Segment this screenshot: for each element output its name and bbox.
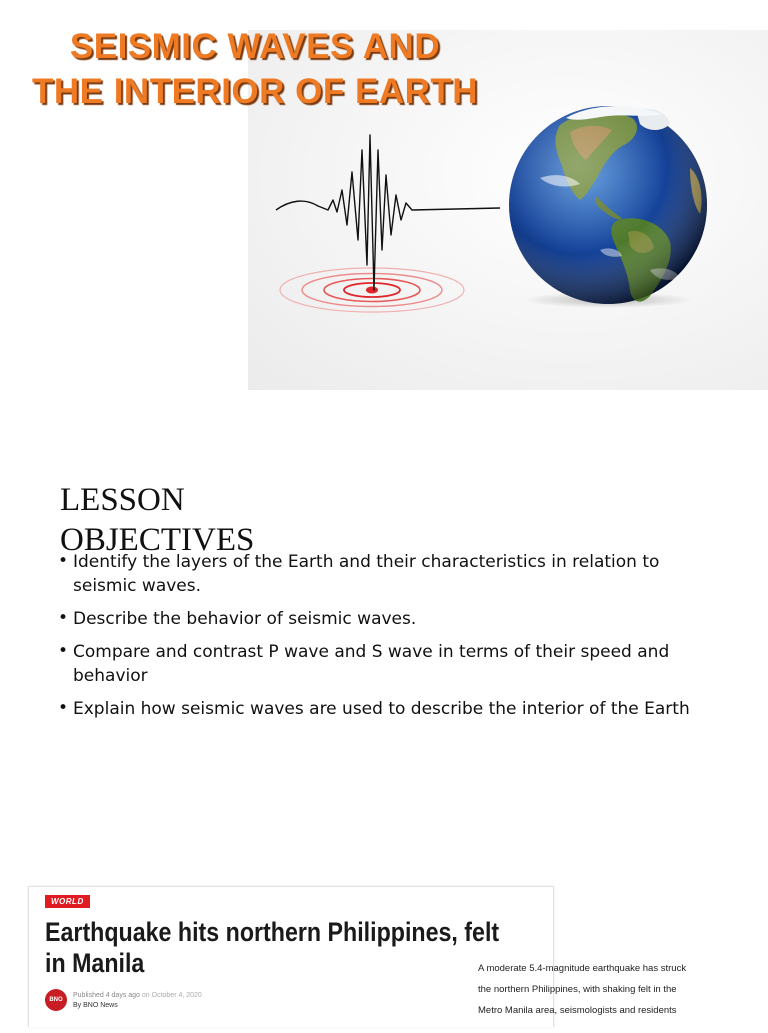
news-excerpt bbox=[478, 958, 753, 1021]
excerpt-line: A moderate 5.4-magnitude earthquake has struck bbox=[478, 963, 687, 974]
excerpt-line: the northern Philippines, with shaking felt in the bbox=[478, 984, 677, 995]
epicenter-rings-icon bbox=[280, 268, 464, 312]
article-author: By BNO News bbox=[73, 1002, 118, 1009]
objective-item: • Describe the behavior of seismic waves. bbox=[58, 607, 718, 631]
news-slide bbox=[0, 858, 768, 1024]
title-line-1: SEISMIC WAVES AND bbox=[69, 27, 441, 66]
objective-item: • Explain how seismic waves are used to describe the interior of the Earth bbox=[58, 697, 718, 721]
bno-logo-icon: BNO NEWS bbox=[45, 989, 67, 1011]
title-line-2: THE INTERIOR OF EARTH bbox=[31, 72, 479, 111]
slide-title bbox=[0, 24, 510, 114]
title-slide bbox=[0, 0, 768, 400]
published-text: Published 4 days ago bbox=[73, 992, 140, 999]
earth-globe-icon bbox=[509, 106, 707, 308]
article-meta bbox=[73, 991, 202, 1011]
heading-line-2: OBJECTIVES bbox=[60, 522, 255, 558]
headline-line-2: in Manila bbox=[45, 948, 145, 978]
news-card bbox=[28, 886, 554, 1027]
published-date: on October 4, 2020 bbox=[141, 992, 202, 999]
heading-line-1: LESSON bbox=[60, 482, 185, 518]
objectives-list bbox=[58, 550, 718, 730]
category-badge: WORLD bbox=[45, 895, 90, 908]
excerpt-line: Metro Manila area, seismologists and residents bbox=[478, 1005, 677, 1016]
objectives-slide bbox=[0, 410, 768, 850]
seismograph-wave-icon bbox=[276, 135, 500, 290]
news-headline bbox=[45, 917, 544, 979]
objectives-heading bbox=[60, 480, 320, 560]
objective-item: • Identify the layers of the Earth and their characteristics in relation to seismic waves. bbox=[58, 550, 718, 598]
headline-line-1: Earthquake hits northern Philippines, felt bbox=[45, 917, 500, 947]
objective-item: • Compare and contrast P wave and S wave in terms of their speed and behavior bbox=[58, 640, 718, 688]
